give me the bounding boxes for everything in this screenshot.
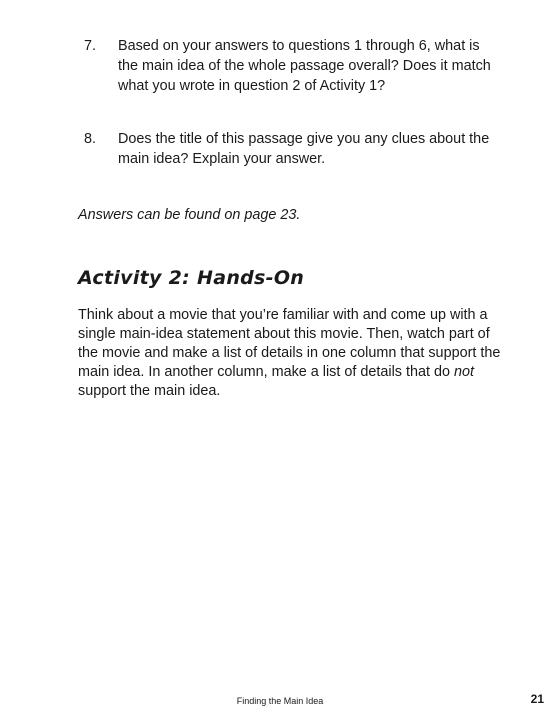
- activity-heading: Activity 2: Hands-On: [78, 267, 305, 289]
- question-text: Does the title of this passage give you any clues about the main idea? Explain your answer.: [118, 131, 490, 167]
- question-number: 7.: [84, 38, 97, 54]
- page-number: 21: [530, 692, 544, 706]
- answers-note: Answers can be found on page 23.: [78, 207, 301, 223]
- question-7: [78, 36, 498, 96]
- activity-body-text-end: support the main idea.: [78, 383, 221, 399]
- question-8: [78, 129, 498, 169]
- question-number: 8.: [84, 131, 97, 147]
- activity-body-emphasis: not: [453, 364, 474, 380]
- activity-body: [78, 306, 503, 401]
- question-text: Based on your answers to questions 1 through 6, what is the main idea of the whole passage overall? Does it match what you wrote in question 2 of Activity 1?: [118, 38, 491, 94]
- footer-title: Finding the Main Idea: [236, 696, 324, 706]
- activity-body-text: Think about a movie that you’re familiar with and come up with a single main-idea statement about this movie. Then, watch part of the movie and make a list of details in one column that support the main idea. In another column, make a list of details that do: [78, 307, 501, 380]
